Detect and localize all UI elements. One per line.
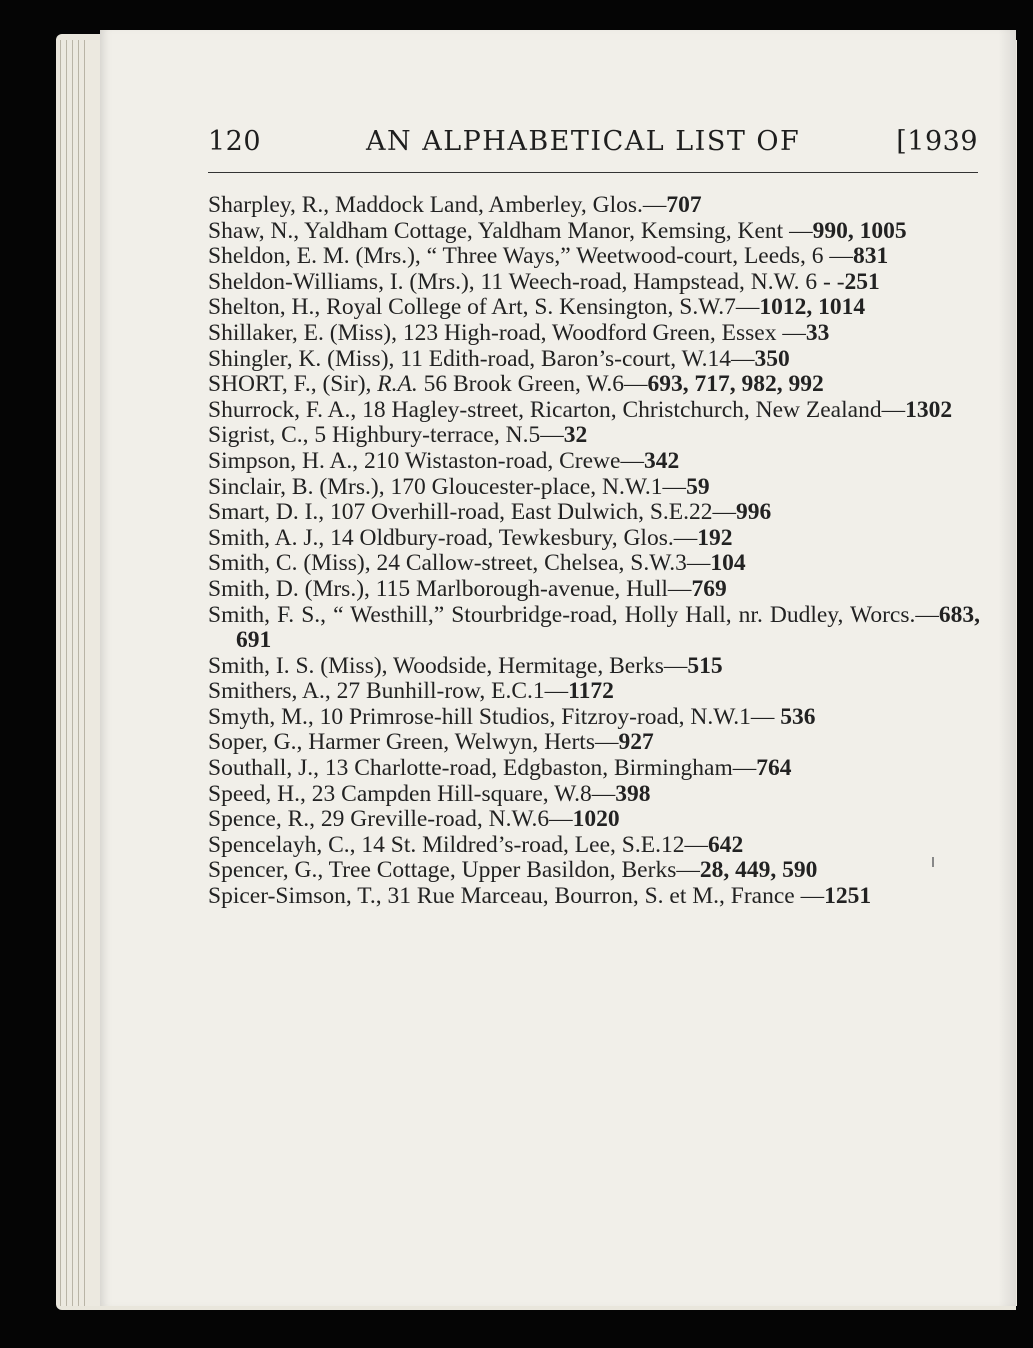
- list-entry: Shingler, K. (Miss), 11 Edith-road, Baron’s-court, W.14—350: [208, 345, 790, 372]
- list-entry: Smith, D. (Mrs.), 115 Marlborough-avenue, Hull—769: [208, 575, 727, 602]
- ink-mark: [932, 857, 934, 867]
- entry-refs: 350: [754, 345, 790, 372]
- list-entry: Shelton, H., Royal College of Art, S. Kensington, S.W.7—1012, 1014: [208, 294, 866, 321]
- entry-refs: 990, 1005: [812, 217, 907, 244]
- list-entry: Simpson, H. A., 210 Wistaston-road, Crewe—342: [208, 447, 680, 474]
- list-entry: Shillaker, E. (Miss), 123 High-road, Woodford Green, Essex —33: [208, 319, 830, 346]
- entry-refs: 707: [666, 192, 702, 218]
- entry-refs: 32: [563, 422, 588, 449]
- list-entry: Sharpley, R., Maddock Land, Amberley, Glos.—707: [208, 192, 702, 218]
- entry-refs: 1302: [905, 396, 953, 423]
- header-rule: [208, 172, 978, 173]
- running-header: [208, 122, 978, 162]
- list-entry: Soper, G., Harmer Green, Welwyn, Herts—927: [208, 729, 654, 756]
- entry-refs: 515: [687, 652, 723, 679]
- list-entry: Sinclair, B. (Mrs.), 170 Gloucester-place, N.W.1—59: [208, 473, 710, 500]
- list-entry: Shurrock, F. A., 18 Hagley-street, Ricarton, Christchurch, New Zealand—1302: [208, 396, 953, 423]
- list-entry: Spencer, G., Tree Cottage, Upper Basildon, Berks—28, 449, 590: [208, 857, 818, 884]
- list-entry: Smith, F. S., “ Westhill,” Stourbridge-road, Holly Hall, nr. Dudley, Worcs.—683, 691: [208, 601, 980, 654]
- entry-refs: 769: [691, 575, 727, 602]
- entry-honour: R.A.: [377, 371, 418, 398]
- list-entry: SHORT, F., (Sir), R.A. 56 Brook Green, W.6—693, 717, 982, 992: [208, 371, 824, 398]
- entry-refs: 1012, 1014: [759, 294, 866, 321]
- header-year: [1939: [896, 126, 978, 157]
- list-entry: Sheldon, E. M. (Mrs.), “ Three Ways,” Weetwood-court, Leeds, 6 —831: [208, 243, 889, 270]
- entry-refs: 764: [756, 755, 792, 782]
- entry-refs: 642: [707, 831, 744, 858]
- list-entry: Smart, D. I., 107 Overhill-road, East Dulwich, S.E.22—996: [208, 499, 772, 526]
- entry-refs: 683, 691: [236, 601, 980, 654]
- entry-refs: 693, 717, 982, 992: [647, 371, 824, 398]
- entry-refs: 342: [643, 447, 680, 474]
- list-entry: Spencelayh, C., 14 St. Mildred’s-road, Lee, S.E.12—642: [208, 831, 744, 858]
- entry-refs: 28, 449, 590: [699, 857, 818, 884]
- list-entry: Smith, C. (Miss), 24 Callow-street, Chelsea, S.W.3—104: [208, 550, 746, 577]
- list-entry: Sigrist, C., 5 Highbury-terrace, N.5—32: [208, 422, 588, 449]
- list-entry: Spicer-Simson, T., 31 Rue Marceau, Bourron, S. et M., France —1251: [208, 883, 872, 910]
- entry-refs: 927: [618, 729, 654, 756]
- entry-refs: 398: [615, 780, 651, 807]
- list-entry: Speed, H., 23 Campden Hill-square, W.8—398: [208, 780, 651, 807]
- list-entry: Sheldon-Williams, I. (Mrs.), 11 Weech-road, Hampstead, N.W. 6 - -251: [208, 268, 880, 295]
- entry-refs: 59: [686, 473, 710, 500]
- list-entry: Smith, A. J., 14 Oldbury-road, Tewkesbury, Glos.—192: [208, 524, 733, 551]
- entry-refs: 192: [697, 524, 733, 551]
- list-entry: Smith, I. S. (Miss), Woodside, Hermitage, Berks—515: [208, 652, 723, 679]
- entry-refs: 104: [710, 550, 746, 577]
- list-entry: Spence, R., 29 Greville-road, N.W.6—1020: [208, 806, 620, 833]
- entry-refs: 33: [805, 319, 830, 346]
- page-shade: [998, 30, 1016, 1306]
- page-number: 120: [208, 126, 262, 157]
- entry-refs: 1172: [568, 678, 614, 705]
- list-entry: Smithers, A., 27 Bunhill-row, E.C.1—1172: [208, 678, 614, 705]
- entry-refs: 996: [736, 499, 772, 526]
- list-entry: Shaw, N., Yaldham Cottage, Yaldham Manor, Kemsing, Kent —990, 1005: [208, 217, 907, 244]
- entry-refs: 536: [780, 703, 816, 730]
- entry-refs: 251: [844, 268, 880, 295]
- page-title: AN ALPHABETICAL LIST OF: [366, 126, 801, 157]
- entry-refs: 1020: [572, 806, 620, 833]
- list-entry: Smyth, M., 10 Primrose-hill Studios, Fitzroy-road, N.W.1— 536: [208, 703, 816, 730]
- list-entry: Southall, J., 13 Charlotte-road, Edgbaston, Birmingham—764: [208, 755, 792, 782]
- entry-list: [208, 193, 980, 910]
- entry-refs: 831: [852, 243, 889, 270]
- entry-refs: 1251: [824, 883, 872, 910]
